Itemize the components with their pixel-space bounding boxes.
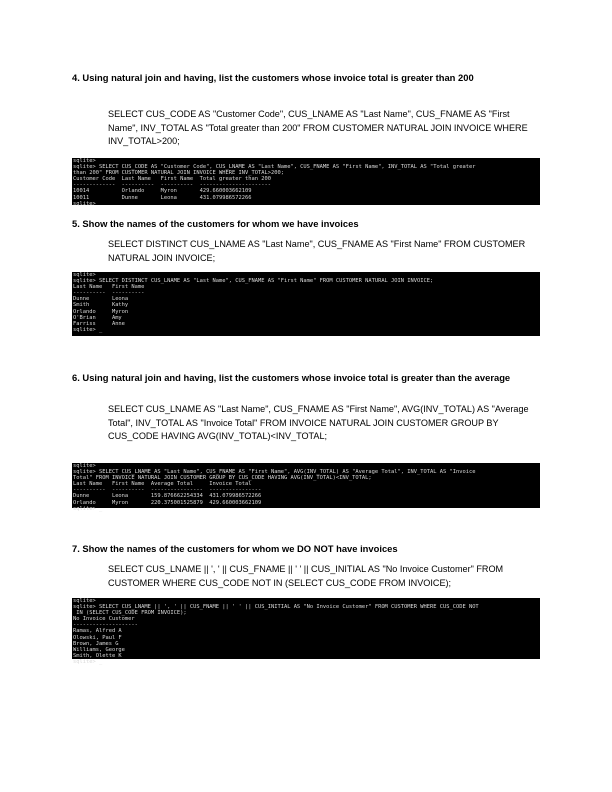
terminal-line: sqlite> SELECT CUS_LNAME || ', ' || CUS_FNAME || ' ' || CUS_INITIAL AS "No Invoice Customer" FROM CUSTOMER WHERE CUS_CODE NOT xyxy=(73,604,479,611)
terminal-screenshot xyxy=(72,463,540,512)
terminal-line: ---------- ---------- xyxy=(73,290,145,297)
sql-query: SELECT CUS_LNAME AS "Last Name", CUS_FNAME AS "First Name", AVG(INV_TOTAL) AS "Average Total", INV_TOTAL AS "Invoice Total" FROM INVOICE NATURAL JOIN CUSTOMER GROUP BY CUS_CODE HAVING AVG(INV_TOTAL)<INV_TOTAL; xyxy=(108,404,529,442)
terminal-line: Total" FROM INVOICE NATURAL JOIN CUSTOMER GROUP BY CUS_CODE HAVING AVG(INV_TOTAL)<INV_TOTAL; xyxy=(73,475,372,482)
sql-query: SELECT CUS_LNAME || ', ' || CUS_FNAME || ' ' || CUS_INITIAL AS "No Invoice Customer" FROM CUSTOMER WHERE CUS_CODE NOT IN (SELECT CUS_CODE FROM INVOICE); xyxy=(108,564,504,588)
terminal-line: sqlite> SELECT DISTINCT CUS_LNAME AS "Last Name", CUS_FNAME AS "First Name" FROM CUSTOMER NATURAL JOIN INVOICE; xyxy=(73,278,434,285)
terminal-screenshot xyxy=(72,598,540,665)
sql-query: SELECT CUS_CODE AS "Customer Code", CUS_LNAME AS "Last Name", CUS_FNAME AS "First Name", INV_TOTAL AS "Total greater than 200" FROM CUSTOMER NATURAL JOIN INVOICE WHERE INV_TOTAL>200; xyxy=(108,109,528,147)
terminal-line: No Invoice Customer xyxy=(73,616,135,623)
terminal-line: Williams, George xyxy=(73,646,125,653)
terminal-line: Brown, James G xyxy=(73,640,119,647)
terminal-line: sqlite> xyxy=(73,598,96,604)
terminal-line: sqlite> xyxy=(73,463,96,469)
terminal-line: Orlando Myron xyxy=(73,308,129,315)
terminal-line: Farriss Anne xyxy=(73,320,125,327)
terminal-line: Dunne Leona 159.876662254334 431.079986572266 xyxy=(73,493,262,500)
terminal-line: than 200" FROM CUSTOMER NATURAL JOIN INVOICE WHERE INV_TOTAL>200; xyxy=(73,170,284,177)
sql-query: SELECT DISTINCT CUS_LNAME AS "Last Name", CUS_FNAME AS "First Name" FROM CUSTOMER NATURAL JOIN INVOICE; xyxy=(108,239,526,263)
terminal-line: Last Name First Name xyxy=(73,284,145,291)
terminal-line: sqlite> _ xyxy=(73,326,103,333)
section-heading: 4. Using natural join and having, list the customers whose invoice total is greater than 200 xyxy=(72,72,474,83)
terminal-line: sqlite> SELECT CUS_CODE AS "Customer Code", CUS_LNAME AS "Last Name", CUS_FNAME AS "First Name", INV_TOTAL AS "Total greater xyxy=(73,164,476,171)
terminal-screenshot xyxy=(72,158,540,205)
terminal-line: IN (SELECT CUS_CODE FROM INVOICE); xyxy=(73,610,187,617)
terminal-screenshot xyxy=(72,272,540,336)
terminal-line: 10011 Dunne Leona 431.079986572266 xyxy=(73,194,252,201)
terminal-line: sqlite> SELECT CUS_LNAME AS "Last Name", CUS_FNAME AS "First Name", AVG(INV_TOTAL) AS "Average Total", INV_TOTAL AS "Invoice xyxy=(73,469,476,476)
terminal-line: Customer Code Last Name First Name Total greater than 200 xyxy=(73,176,271,183)
terminal-line: sqlite> xyxy=(73,158,96,164)
terminal-line: Last Name First Name Average Total Invoice Total xyxy=(73,481,252,488)
section-heading: 5. Show the names of the customers for whom we have invoices xyxy=(72,218,359,229)
terminal-line: Olowski, Paul F xyxy=(73,634,122,641)
terminal-line: sqlite> xyxy=(73,272,96,278)
terminal-line: sqlite> xyxy=(73,200,96,207)
terminal-line: Smith Kathy xyxy=(73,302,129,309)
terminal-line: Orlando Myron 220.375001525879 429.660003662109 xyxy=(73,499,262,506)
terminal-line: sqlite> _ xyxy=(73,505,103,512)
terminal-line: sqlite> _ xyxy=(73,658,103,665)
terminal-line: 10014 Orlando Myron 429.660003662109 xyxy=(73,188,252,195)
terminal-line: Smith, Olette K xyxy=(73,652,122,659)
terminal-line: ------------- ---------- ---------- ---------------------- xyxy=(73,182,271,189)
terminal-line: -------------------- xyxy=(73,622,138,629)
terminal-line: O'Brian Amy xyxy=(73,314,122,321)
section-heading: 7. Show the names of the customers for whom we DO NOT have invoices xyxy=(72,543,398,554)
section-heading: 6. Using natural join and having, list the customers whose invoice total is greater than the average xyxy=(72,372,511,383)
terminal-line: Dunne Leona xyxy=(73,296,129,303)
terminal-line: Ramas, Alfred A xyxy=(73,628,122,635)
terminal-line: ---------- ---------- ---------------- ---------------- xyxy=(73,487,262,494)
